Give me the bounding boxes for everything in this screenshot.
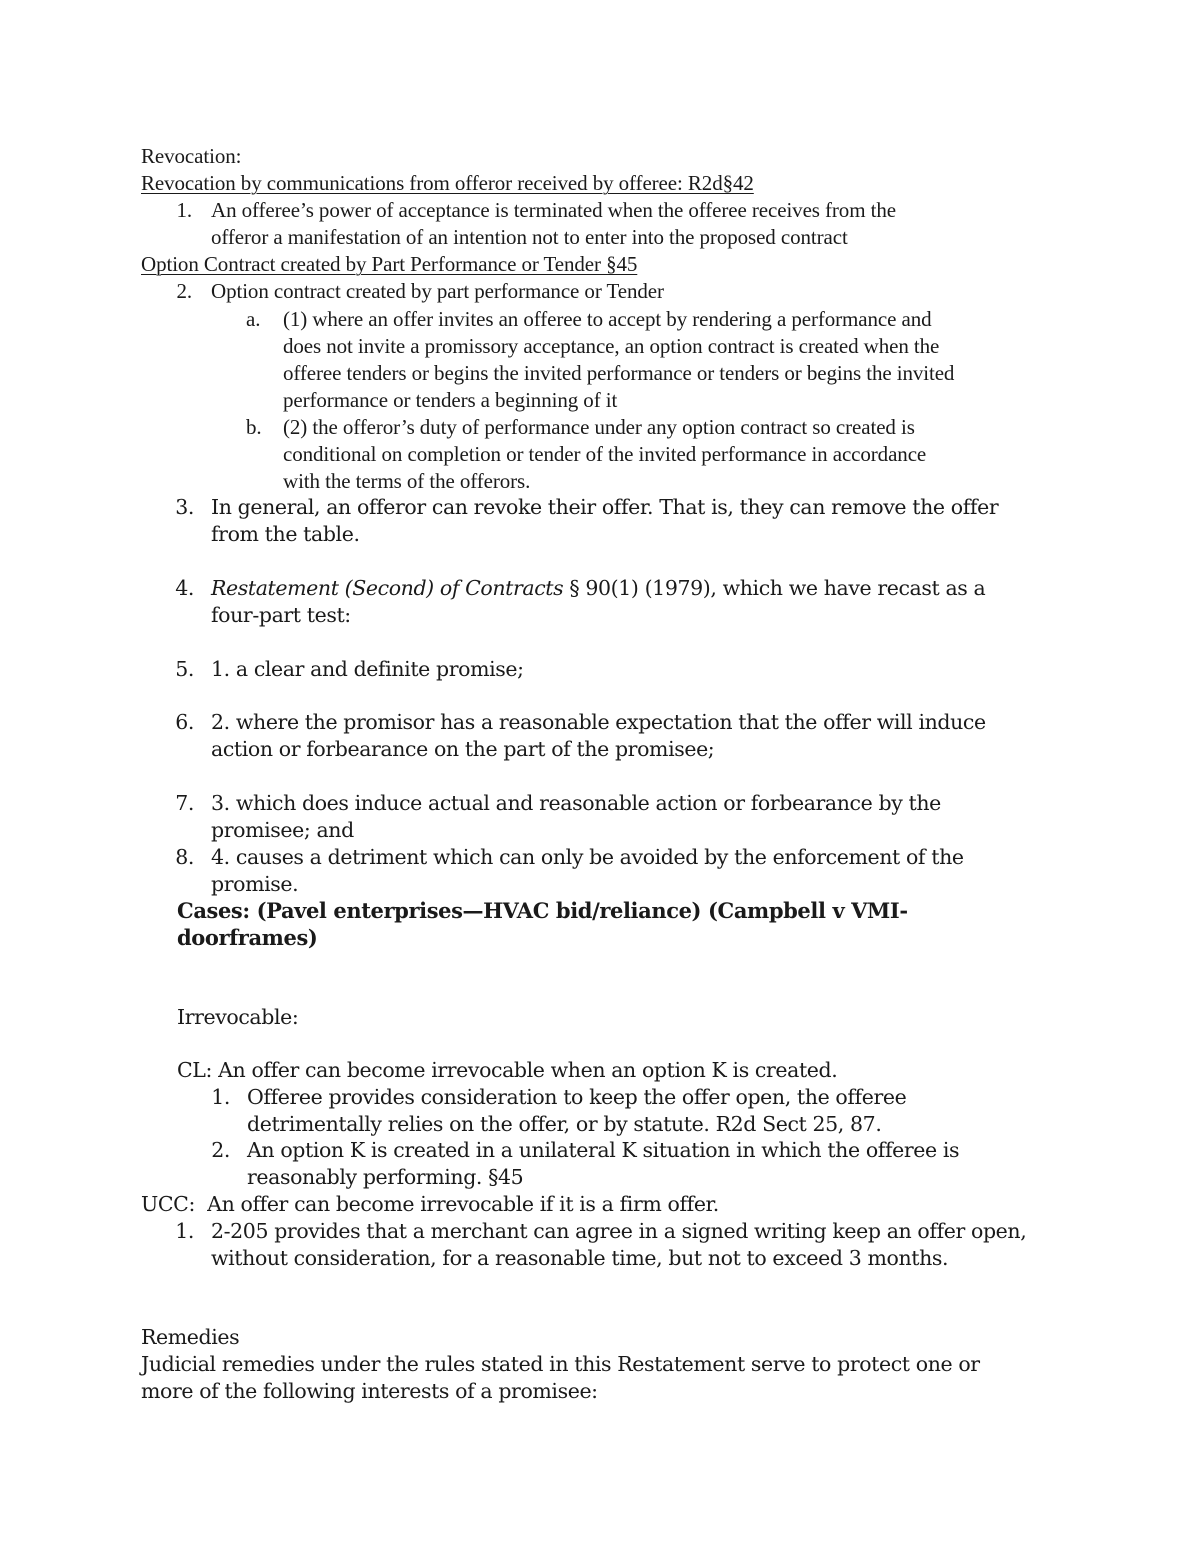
list-item-text (211, 575, 985, 602)
list-marker: 2. (176, 279, 192, 303)
list-item-text: four-part test: (211, 603, 351, 627)
common-law-rule: CL: An offer can become irrevocable when an option K is created. (177, 1058, 838, 1082)
list-item-text: 3. which does induce actual and reasonable action or forbearance by the (211, 791, 941, 815)
sublist-item-text: does not invite a promissory acceptance, an option contract is created when the (283, 334, 940, 358)
sublist-item-text: conditional on completion or tender of the invited performance in accordance (283, 442, 927, 466)
list-item-text: reasonably performing. §45 (247, 1165, 524, 1189)
list-item-text: promisee; and (211, 818, 354, 842)
list-marker: 6. (175, 710, 194, 734)
list-item-text: without consideration, for a reasonable time, but not to exceed 3 months. (211, 1246, 949, 1270)
sublist-item-text: offeree tenders or begins the invited performance or tenders or begins the invited (283, 361, 955, 385)
list-item-text: Option contract created by part performance or Tender (211, 279, 664, 303)
remedies-text: more of the following interests of a promisee: (141, 1379, 598, 1403)
list-item-text: In general, an offeror can revoke their offer. That is, they can remove the offer (211, 495, 999, 519)
sublist-item-text: with the terms of the offerors. (283, 469, 531, 493)
list-item-text: An offeree’s power of acceptance is terminated when the offeree receives from the (211, 198, 896, 222)
remedies-text: Judicial remedies under the rules stated in this Restatement serve to protect one or (141, 1352, 980, 1376)
ucc-rule: UCC: An offer can become irrevocable if it is a firm offer. (141, 1192, 719, 1216)
section-heading-revocation: Revocation: (141, 144, 242, 168)
list-item-text: Offeree provides consideration to keep the offer open, the offeree (247, 1085, 907, 1109)
list-marker: 3. (175, 495, 194, 519)
sublist-item-text: (1) where an offer invites an offeree to accept by rendering a performance and (283, 307, 932, 331)
sublist-item-text: performance or tenders a beginning of it (283, 388, 618, 412)
sublist-item-text: (2) the offeror’s duty of performance under any option contract so created is (283, 415, 915, 439)
list-marker: 1. (175, 1219, 194, 1243)
list-marker: 4. (175, 576, 194, 600)
list-item-text: 2-205 provides that a merchant can agree in a signed writing keep an offer open, (211, 1219, 1027, 1243)
list-item-text: 2. where the promisor has a reasonable expectation that the offer will induce (211, 710, 986, 734)
list-item-text: 4. causes a detriment which can only be avoided by the enforcement of the (211, 845, 964, 869)
section-heading-remedies: Remedies (141, 1325, 240, 1349)
option-contract-title: Option Contract created by Part Performance or Tender §45 (141, 252, 638, 276)
r2d42-title: Revocation by communications from offeror received by offeree: R2d§42 (141, 171, 754, 195)
list-item-text: action or forbearance on the part of the promisee; (211, 737, 715, 761)
citation-rest: § 90(1) (1979), which we have recast as a (563, 576, 986, 600)
cases-line: Cases: (Pavel enterprises—HVAC bid/reliance) (Campbell v VMI- (177, 898, 908, 923)
list-marker: 1. (211, 1085, 230, 1109)
list-marker: 1. (176, 198, 192, 222)
list-item-text: from the table. (211, 522, 360, 546)
sublist-marker: a. (246, 307, 261, 331)
cases-line: doorframes) (177, 925, 318, 950)
sublist-marker: b. (246, 415, 262, 439)
citation-italic: Restatement (Second) of Contracts (211, 576, 564, 600)
section-heading-irrevocable: Irrevocable: (177, 1005, 299, 1029)
list-item-text: 1. a clear and definite promise; (211, 657, 524, 681)
list-item-text: promise. (211, 872, 299, 896)
list-marker: 5. (175, 657, 194, 681)
list-marker: 8. (175, 845, 194, 869)
list-marker: 7. (175, 791, 194, 815)
list-item-text: An option K is created in a unilateral K situation in which the offeree is (247, 1138, 960, 1162)
list-item-text: detrimentally relies on the offer, or by statute. R2d Sect 25, 87. (247, 1112, 882, 1136)
list-marker: 2. (211, 1138, 230, 1162)
list-item-text: offeror a manifestation of an intention not to enter into the proposed contract (211, 225, 848, 249)
